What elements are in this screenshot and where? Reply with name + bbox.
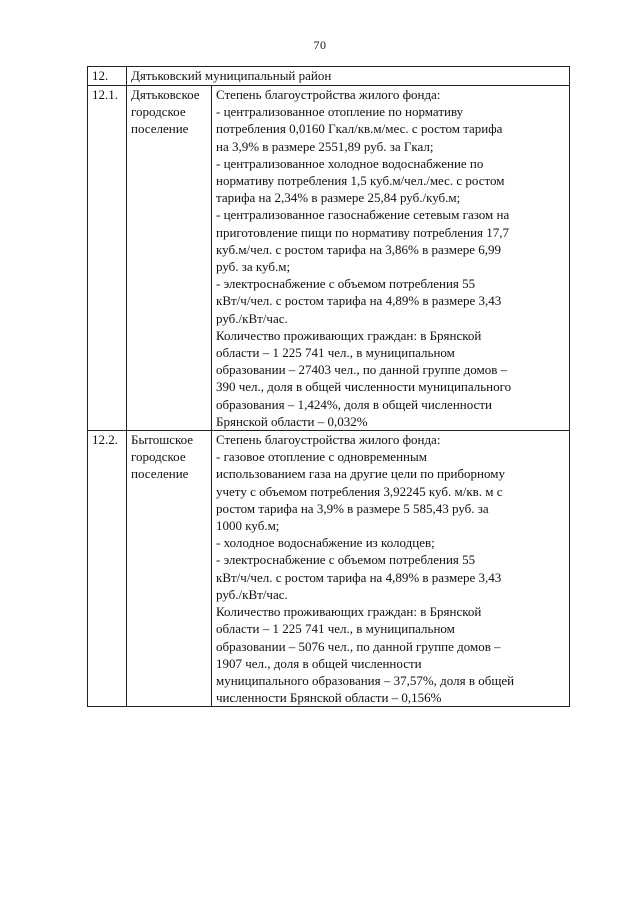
housing-table: [87, 66, 570, 707]
description-line: - электроснабжение с объемом потребления 55: [216, 552, 476, 568]
description-line: муниципального образования – 37,57%, доля в общей: [216, 672, 515, 688]
description-line: области – 1 225 741 чел., в муниципальном: [216, 345, 455, 361]
description-line: образовании – 27403 чел., по данной группе домов –: [216, 362, 508, 378]
description-line: - централизованное газоснабжение сетевым газом на: [216, 207, 510, 223]
settlement-description: [212, 86, 570, 431]
description-line: образования – 1,424%, доля в общей численности: [216, 396, 492, 412]
description-line: - централизованное отопление по нормативу: [216, 104, 464, 120]
description-line: приготовление пищи по нормативу потребления 17,7: [216, 224, 510, 240]
description-line: - централизованное холодное водоснабжение по: [216, 155, 484, 171]
description-line: Количество проживающих граждан: в Брянской: [216, 604, 482, 620]
table-row: [88, 431, 570, 707]
settlement-line: Бытошское: [131, 432, 194, 448]
description-line: потребления 0,0160 Гкал/кв.м/мес. с ростом тарифа: [216, 121, 503, 137]
description-line: куб.м/чел. с ростом тарифа на 3,86% в размере 6,99: [216, 241, 502, 257]
description-line: Количество проживающих граждан: в Брянской: [216, 327, 482, 343]
description-line: использованием газа на другие цели по приборному: [216, 466, 505, 482]
description-line: на 3,9% в размере 2551,89 руб. за Гкал;: [216, 138, 434, 154]
section-title: Дятьковский муниципальный район: [127, 67, 570, 86]
settlement-line: поселение: [131, 121, 189, 137]
description-line: численности Брянской области – 0,156%: [216, 690, 442, 706]
description-line: - электроснабжение с объемом потребления 55: [216, 276, 476, 292]
row-number: 12.1.: [88, 86, 127, 431]
settlement-line: городское: [131, 449, 186, 465]
settlement-name: [127, 86, 212, 431]
settlement-line: Дятьковское: [131, 87, 200, 102]
description-line: Степень благоустройства жилого фонда:: [216, 432, 441, 448]
description-line: области – 1 225 741 чел., в муниципальном: [216, 621, 455, 637]
description-line: кВт/ч/чел. с ростом тарифа на 4,89% в размере 3,43: [216, 293, 502, 309]
description-line: - газовое отопление с одновременным: [216, 449, 427, 465]
description-line: ростом тарифа на 3,9% в размере 5 585,43 руб. за: [216, 500, 489, 516]
settlement-name: [127, 431, 212, 707]
description-line: руб./кВт/час.: [216, 586, 288, 602]
description-line: нормативу потребления 1,5 куб.м/чел./мес. с ростом: [216, 173, 505, 189]
description-line: кВт/ч/чел. с ростом тарифа на 4,89% в размере 3,43: [216, 569, 502, 585]
section-header-row: [88, 67, 570, 86]
description-line: руб./кВт/час.: [216, 310, 288, 326]
description-line: руб. за куб.м;: [216, 259, 291, 275]
settlement-description: [212, 431, 570, 707]
description-line: учету с объемом потребления 3,92245 куб. м/кв. м с: [216, 483, 503, 499]
description-line: Степень благоустройства жилого фонда:: [216, 87, 441, 102]
description-line: 1000 куб.м;: [216, 518, 280, 534]
section-number: 12.: [88, 67, 127, 86]
row-number: 12.2.: [88, 431, 127, 707]
table-row: [88, 86, 570, 431]
settlement-line: городское: [131, 104, 186, 120]
description-line: 390 чел., доля в общей численности муниципального: [216, 379, 512, 395]
description-line: образовании – 5076 чел., по данной группе домов –: [216, 638, 501, 654]
description-line: 1907 чел., доля в общей численности: [216, 655, 422, 671]
page-number: 70: [313, 38, 327, 52]
description-line: - холодное водоснабжение из колодцев;: [216, 535, 435, 551]
description-line: Брянской области – 0,032%: [216, 413, 368, 429]
description-line: тарифа на 2,34% в размере 25,84 руб./куб.м;: [216, 190, 461, 206]
settlement-line: поселение: [131, 466, 189, 482]
